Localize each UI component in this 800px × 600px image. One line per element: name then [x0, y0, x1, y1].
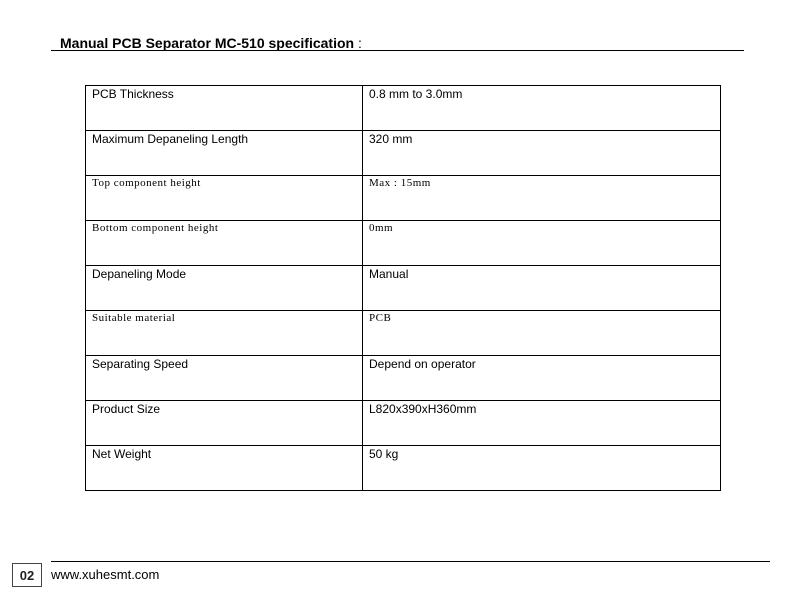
- page-title-colon: :: [354, 35, 362, 51]
- spec-label: PCB Thickness: [86, 86, 363, 131]
- spec-value: 320 mm: [363, 131, 721, 176]
- table-row: [86, 176, 721, 221]
- page-title-text: Manual PCB Separator MC-510 specification: [60, 35, 355, 51]
- spec-label: Top component height: [86, 176, 363, 221]
- spec-label: Suitable material: [86, 311, 363, 356]
- table-row: [86, 221, 721, 266]
- spec-label: Separating Speed: [86, 356, 363, 401]
- table-row: [86, 131, 721, 176]
- website-text: www.xuhesmt.com: [51, 567, 160, 582]
- spec-table: [85, 85, 721, 491]
- spec-label: Net Weight: [86, 446, 363, 491]
- spec-value: PCB: [363, 311, 721, 356]
- page-title: [60, 35, 362, 51]
- spec-value: Manual: [363, 266, 721, 311]
- table-row: [86, 266, 721, 311]
- page-number: 02: [12, 563, 42, 587]
- table-row: [86, 401, 721, 446]
- spec-label: Bottom component height: [86, 221, 363, 266]
- footer-divider: [51, 561, 770, 562]
- spec-value: 50 kg: [363, 446, 721, 491]
- spec-value: Max : 15mm: [363, 176, 721, 221]
- spec-value: 0mm: [363, 221, 721, 266]
- spec-label: Maximum Depaneling Length: [86, 131, 363, 176]
- table-row: [86, 356, 721, 401]
- table-row: [86, 86, 721, 131]
- header-divider: [51, 50, 744, 51]
- spec-value: Depend on operator: [363, 356, 721, 401]
- spec-value: L820x390xH360mm: [363, 401, 721, 446]
- spec-value: 0.8 mm to 3.0mm: [363, 86, 721, 131]
- spec-label: Depaneling Mode: [86, 266, 363, 311]
- table-row: [86, 446, 721, 491]
- spec-label: Product Size: [86, 401, 363, 446]
- table-row: [86, 311, 721, 356]
